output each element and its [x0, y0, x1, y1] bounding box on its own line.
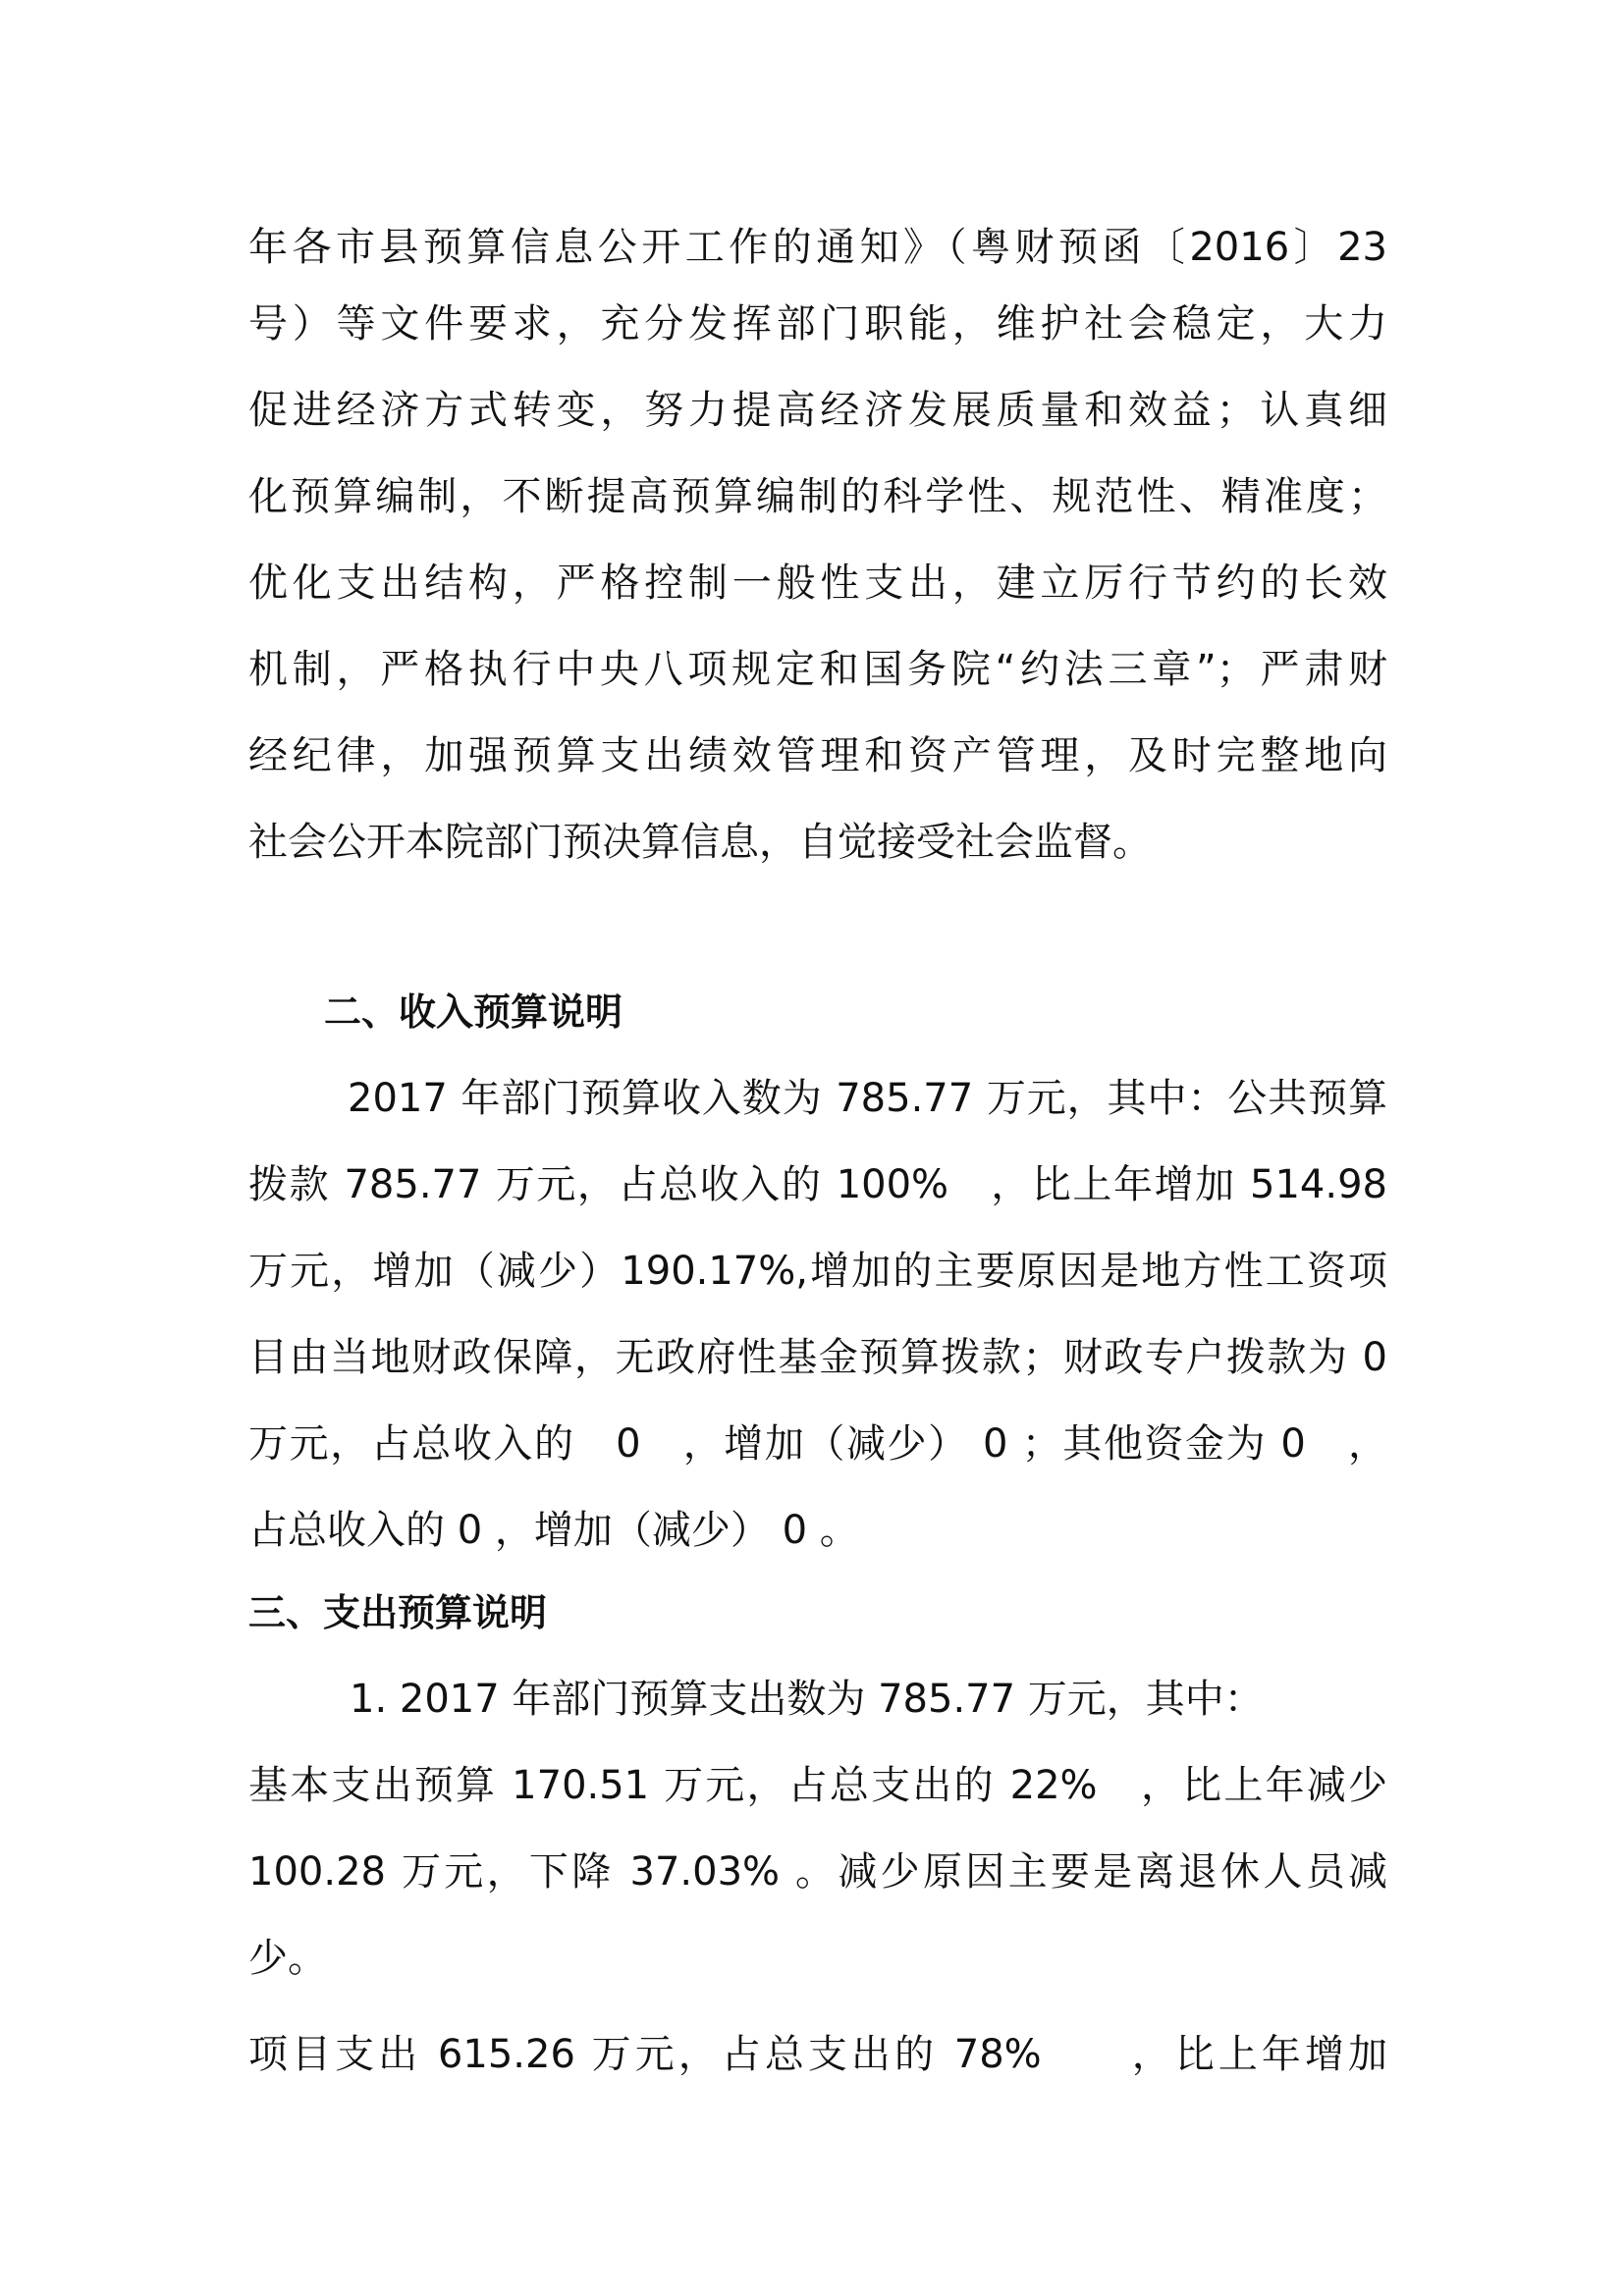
body-line: 100.28 万元，下降 37.03% 。减少原因主要是离退休人员减 — [248, 1849, 1387, 1895]
body-line: 机制，严格执行中央八项规定和国务院“约法三章”；严肃财 — [248, 647, 1387, 692]
body-line: 号）等文件要求，充分发挥部门职能，维护社会稳定，大力 — [248, 301, 1387, 347]
section-heading-income: 二、收入预算说明 — [324, 990, 623, 1034]
body-line: 项目支出 615.26 万元，占总支出的 78% ，比上年增加 — [248, 2032, 1387, 2077]
body-line: 拨款 785.77 万元，占总收入的 100% ，比上年增加 514.98 — [248, 1162, 1387, 1207]
body-line: 目由当地财政保障，无政府性基金预算拨款；财政专户拨款为 0 — [248, 1335, 1387, 1380]
section-heading-expenditure: 三、支出预算说明 — [248, 1591, 548, 1634]
body-line: 基本支出预算 170.51 万元，占总支出的 22% ，比上年减少 — [248, 1763, 1387, 1808]
body-line: 年各市县预算信息公开工作的通知》（粤财预函〔2016〕23 — [248, 225, 1387, 270]
body-line: 社会公开本院部门预决算信息，自觉接受社会监督。 — [248, 820, 1152, 865]
body-line: 促进经济方式转变，努力提高经济发展质量和效益；认真细 — [248, 388, 1387, 433]
body-line: 经纪律，加强预算支出绩效管理和资产管理，及时完整地向 — [248, 733, 1387, 778]
body-line: 化预算编制，不断提高预算编制的科学性、规范性、精准度； — [248, 474, 1387, 519]
body-line: 少。 — [248, 1936, 327, 1981]
body-line: 1. 2017 年部门预算支出数为 785.77 万元，其中： — [350, 1677, 1264, 1722]
body-line: 万元，占总收入的 0 ，增加（减少） 0 ；其他资金为 0 ， — [248, 1421, 1387, 1467]
body-line: 2017 年部门预算收入数为 785.77 万元，其中：公共预算 — [348, 1076, 1387, 1121]
body-line: 优化支出结构，严格控制一般性支出，建立厉行节约的长效 — [248, 561, 1387, 606]
body-line: 占总收入的 0 ，增加（减少） 0 。 — [248, 1508, 859, 1553]
body-line: 万元，增加（减少）190.17%,增加的主要原因是地方性工资项 — [248, 1249, 1387, 1294]
